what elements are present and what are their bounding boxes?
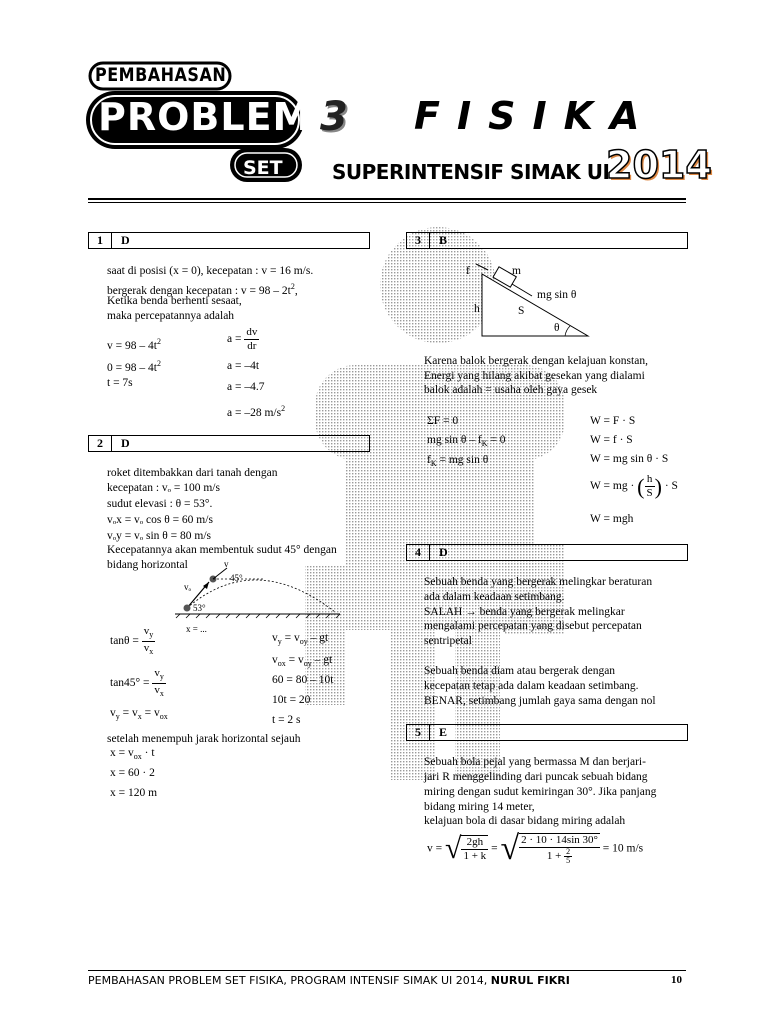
q2-eq-r5: t = 2 s <box>272 714 301 726</box>
q3-fig-mg: mg sin θ <box>537 289 577 301</box>
q3-text-2: Energi yang hilang akibat gesekan yang dialami <box>424 370 645 382</box>
q2-text-3: sudut elevasi : θ = 53°. <box>107 498 213 510</box>
q2-eq-x3: x = 120 m <box>110 787 158 799</box>
q3-answer: B <box>439 233 448 247</box>
q1-text-4: maka percepatannya adalah <box>107 310 235 322</box>
q2-text-5: vₒy = vₒ sin θ = 80 m/s <box>107 530 212 542</box>
q2-header <box>88 435 370 452</box>
q4-answer: D <box>439 545 448 559</box>
header-year: 2014 <box>606 143 712 187</box>
q3-eq-r1: W = F · S <box>590 415 636 427</box>
q5-answer: E <box>439 725 448 739</box>
q4-text-6: Sebuah benda diam atau bergerak dengan <box>424 665 616 677</box>
q5-text-1: Sebuah bola pejal yang bermassa M dan berjari- <box>424 756 646 768</box>
header-rule <box>88 198 686 200</box>
q3-eq-l1: ΣF = 0 <box>427 415 459 427</box>
q2-eq-vyvx: $v_y = v_x = v_{ox}$ <box>110 707 168 721</box>
q3-eq-r2: W = f · S <box>590 434 633 446</box>
q1-text-1: saat di posisi (x = 0), kecepatan : v = 16 m/s. <box>107 265 314 277</box>
q2-projectile-figure <box>175 560 345 630</box>
q4-text-5: sentripetal <box>424 635 472 647</box>
q2-fig-45: 45° <box>230 573 243 583</box>
footer-text: PEMBAHASAN PROBLEM SET FISIKA, PROGRAM INTENSIF SIMAK UI 2014, NURUL FIKRI <box>88 974 570 987</box>
q4-text-1: Sebuah benda yang bergerak melingkar beraturan <box>424 576 653 588</box>
header-problem: PROBLEM <box>98 95 312 139</box>
q3-eq-l3: $f_K$ = mg sin θ <box>427 454 489 468</box>
q1-text-2: bergerak dengan kecepatan : $v = 98 - 2t^2$, <box>107 282 298 297</box>
q1-eq-r3: a = –4.7 <box>227 381 265 393</box>
q2-text-6: Kecepatannya akan membentuk sudut 45° dengan <box>107 544 337 556</box>
q5-text-2: jari R menggelinding dari puncak sebuah bidang <box>424 771 648 783</box>
q5-number: 5 <box>407 725 430 740</box>
q1-answer: D <box>121 233 130 247</box>
q5-header <box>406 724 688 741</box>
q2-eq-tan45: tan45° = $\frac{v_y}{v_x}$ <box>110 667 164 698</box>
q2-text-7: bidang horizontal <box>107 559 188 571</box>
q5-text-3: miring dengan sudut kemiringan 30°. Jika panjang <box>424 786 657 798</box>
q3-eq-l2: mg $\sin \theta - f_K = 0$ <box>427 434 506 448</box>
q4-text-8: BENAR, setimbang jumlah gaya sama dengan nol <box>424 695 656 707</box>
q1-eq-r4: a = –28 $m/s^2$ <box>227 404 286 419</box>
q2-text-4: vₒx = vₒ cos θ = 60 m/s <box>107 514 213 526</box>
q4-text-7: kecepatan tetap ada dalam keadaan setimbang. <box>424 680 639 692</box>
q1-number: 1 <box>89 233 112 248</box>
q2-fig-vo: vₒ <box>184 582 192 592</box>
q4-text-4: mengalami percepatan yang disebut percepatan <box>424 620 642 632</box>
q2-fig-x: x = ... <box>186 624 207 634</box>
q3-incline-figure <box>470 262 600 342</box>
header-pembahasan: PEMBAHASAN <box>95 63 227 86</box>
q2-fig-53: 53° <box>193 603 206 613</box>
q3-text-3: balok adalah = usaha oleh gaya gesek <box>424 384 598 396</box>
q2-text-2: kecepatan : vₒ = 100 m/s <box>107 482 220 494</box>
q1-eq-l3: t = 7s <box>107 377 133 389</box>
q3-fig-h: h <box>474 303 480 315</box>
q3-eq-r4: W = mg · ( $\frac{h}{S}$ ) · S <box>590 473 678 499</box>
q2-number: 2 <box>89 436 112 451</box>
q4-text-3: SALAH → benda yang bergerak melingkar <box>424 606 625 618</box>
q3-fig-f: f <box>466 265 470 277</box>
q1-eq-l2: $0 = 98 - 4t^2$ <box>107 359 161 374</box>
q2-eq-tan: tanθ = $\frac{v_y}{v_x}$ <box>110 625 154 656</box>
q5-eq: v = √ $\frac{2gh}{1 + k}$ = √ 2 · 10 · 14sin 30° 1 + $\frac{2}{5}$ = 10 m/s <box>427 830 644 867</box>
q5-text-5: kelajuan bola di dasar bidang miring adalah <box>424 815 626 827</box>
header-number: 3 <box>320 94 348 140</box>
q1-eq-r2: a = –4t <box>227 360 260 372</box>
q2-text-8: setelah menempuh jarak horizontal sejauh <box>107 733 301 745</box>
q2-eq-r1: $v_y = v_{oy}$ – gt <box>272 632 329 646</box>
footer <box>88 970 686 987</box>
q3-fig-m: m <box>512 265 521 277</box>
header-set: SET <box>243 157 283 179</box>
q3-fig-theta: θ <box>554 322 560 334</box>
footer-page-number: 10 <box>671 974 682 986</box>
q4-number: 4 <box>407 545 430 560</box>
q2-eq-x1: $x = v_{ox} \cdot t$ <box>110 747 155 761</box>
q3-eq-r3: W = mg sin θ · S <box>590 453 669 465</box>
header-program: SUPERINTENSIF SIMAK UI <box>332 160 610 184</box>
q3-fig-s: S <box>518 305 525 317</box>
q2-text-1: roket ditembakkan dari tanah dengan <box>107 467 278 479</box>
q2-eq-r4: 10t = 20 <box>272 694 311 706</box>
q1-header <box>88 232 370 249</box>
q3-number: 3 <box>407 233 430 248</box>
header-subject: FISIKA <box>414 94 657 138</box>
header-rule-thin <box>88 202 686 203</box>
footer-author: NURUL FIKRI <box>490 974 570 987</box>
q4-header <box>406 544 688 561</box>
q2-eq-r3: 60 = 80 – 10t <box>272 674 334 686</box>
q3-eq-r5: W = mgh <box>590 513 634 525</box>
q4-text-2: ada dalam keadaan setimbang. <box>424 591 565 603</box>
q2-fig-v: v <box>224 559 229 569</box>
q3-header <box>406 232 688 249</box>
q1-eq-r1: a = $\frac{dv}{dr}$ <box>227 326 258 352</box>
q1-text-3: Ketika benda berhenti sesaat, <box>107 295 242 307</box>
q5-text-4: bidang miring 14 meter, <box>424 801 535 813</box>
q3-text-1: Karena balok bergerak dengan kelajuan konstan, <box>424 355 648 367</box>
q2-eq-x2: x = 60 · 2 <box>110 767 155 779</box>
q2-eq-r2: $v_{ox} = v_{oy}$ – gt <box>272 654 333 668</box>
q1-eq-l1: $v = 98 - 4t^2$ <box>107 337 161 352</box>
q2-answer: D <box>121 436 130 450</box>
